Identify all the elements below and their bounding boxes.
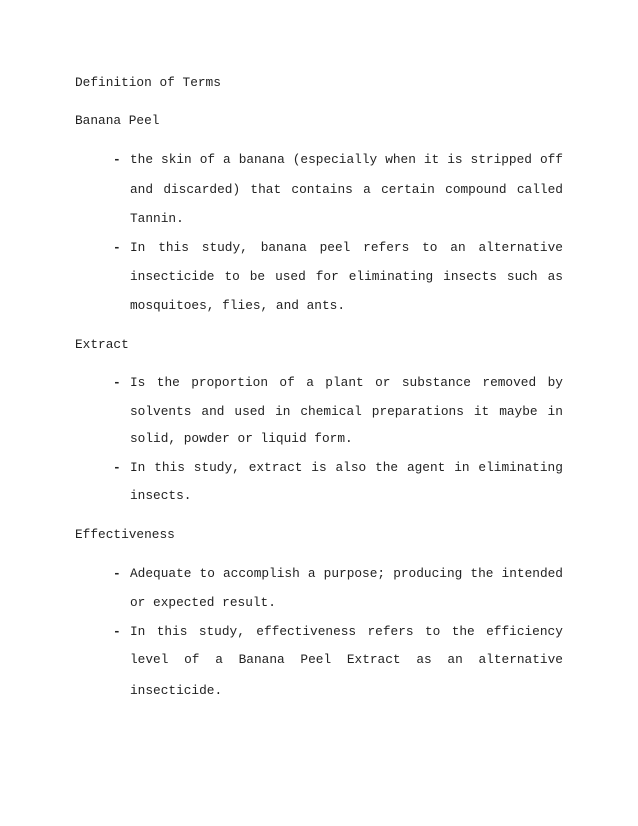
word: this [156,624,188,639]
word: contains [291,182,353,197]
word: accomplish [222,566,300,581]
word: a [363,182,371,197]
definition-line [130,269,563,285]
word: for [315,269,339,284]
word: eliminating [348,269,434,284]
word: removed [482,375,537,390]
bullet-dash: - [113,240,121,255]
word: producing [393,566,463,581]
word: intended [501,566,563,581]
word: be [249,269,266,284]
word: that [250,182,282,197]
definition-line [130,566,563,582]
word: such [506,269,538,284]
definition-line [130,652,563,668]
word: in [275,404,291,419]
definition-line [130,624,563,640]
word: compound [445,182,507,197]
bullet-dash: - [113,624,121,639]
word: skin [161,152,192,167]
word: off [539,152,563,167]
definition-line: mosquitoes, flies, and ants. [130,298,346,313]
word: stripped [470,152,532,167]
word: peel [319,240,351,255]
word: to [224,269,240,284]
word: of [199,152,216,167]
word: of [279,375,295,390]
word: to [199,566,215,581]
word: Banana [238,652,285,667]
word: the [451,624,475,639]
word: alternative [478,652,563,667]
word: alternative [478,240,563,255]
word: banana [260,240,307,255]
word: by [547,375,563,390]
word: agent [406,460,446,475]
term-effectiveness: Effectiveness [75,527,175,542]
word: this [154,460,185,475]
word: discarded) [163,182,241,197]
term-banana-peel: Banana Peel [75,113,160,128]
term-extract: Extract [75,337,129,352]
definition-line [130,152,563,168]
word: (especially [292,152,378,167]
word: maybe [499,404,538,419]
definition-line: Tannin. [130,211,184,226]
word: insects [443,269,497,284]
word: eliminating [478,460,563,475]
word: the [156,375,180,390]
word: the [130,152,154,167]
word: an [450,240,466,255]
word: is [311,460,327,475]
word: refers [367,624,414,639]
definition-line: insecticide. [130,683,223,698]
word: the [375,460,399,475]
definition-line [130,240,563,256]
word: to [424,624,441,639]
word: proportion [191,375,269,390]
word: insecticide [130,269,215,284]
word: Peel [300,652,332,667]
word: also [335,460,367,475]
bullet-dash: - [113,460,121,475]
definition-line: insects. [130,488,192,503]
word: In [130,624,146,639]
definition-line [130,182,563,198]
word: Extract [346,652,401,667]
definition-line [130,404,563,420]
word: it [423,152,440,167]
bullet-dash: - [113,152,121,167]
word: and [201,404,225,419]
word: In [130,460,146,475]
document-heading: Definition of Terms [75,75,221,90]
word: banana [238,152,285,167]
word: called [516,182,563,197]
word: effectiveness [256,624,357,639]
word: In [130,240,146,255]
word: study, [193,460,240,475]
word: study, [198,624,245,639]
word: or [375,375,391,390]
word: preparations [371,404,464,419]
word: Is [130,375,146,390]
word: level [130,652,169,667]
word: used [234,404,266,419]
word: plant [325,375,364,390]
word: in [454,460,470,475]
word: a [307,566,316,581]
word: in [547,404,563,419]
bullet-dash: - [113,375,121,390]
word: substance [401,375,471,390]
word: refers [363,240,410,255]
word: the [470,566,494,581]
word: an [447,652,463,667]
word: to [422,240,438,255]
word: when [385,152,416,167]
word: a [306,375,314,390]
word: chemical [300,404,362,419]
word: a [215,652,223,667]
definition-line: or expected result. [130,595,276,610]
word: Adequate [130,566,192,581]
word: as [416,652,432,667]
bullet-dash: - [113,566,121,581]
word: a [223,152,231,167]
word: extract [248,460,303,475]
word: efficiency [486,624,563,639]
word: study, [201,240,248,255]
word: of [184,652,200,667]
word: it [473,404,490,419]
definition-line [130,375,563,391]
word: solvents [130,404,192,419]
word: is [447,152,463,167]
word: certain [381,182,435,197]
word: and [130,182,154,197]
word: purpose; [323,566,386,581]
word: this [158,240,189,255]
word: as [547,269,563,284]
definition-line [130,460,563,476]
definition-line: solid, powder or liquid form. [130,431,353,446]
word: used [275,269,306,284]
